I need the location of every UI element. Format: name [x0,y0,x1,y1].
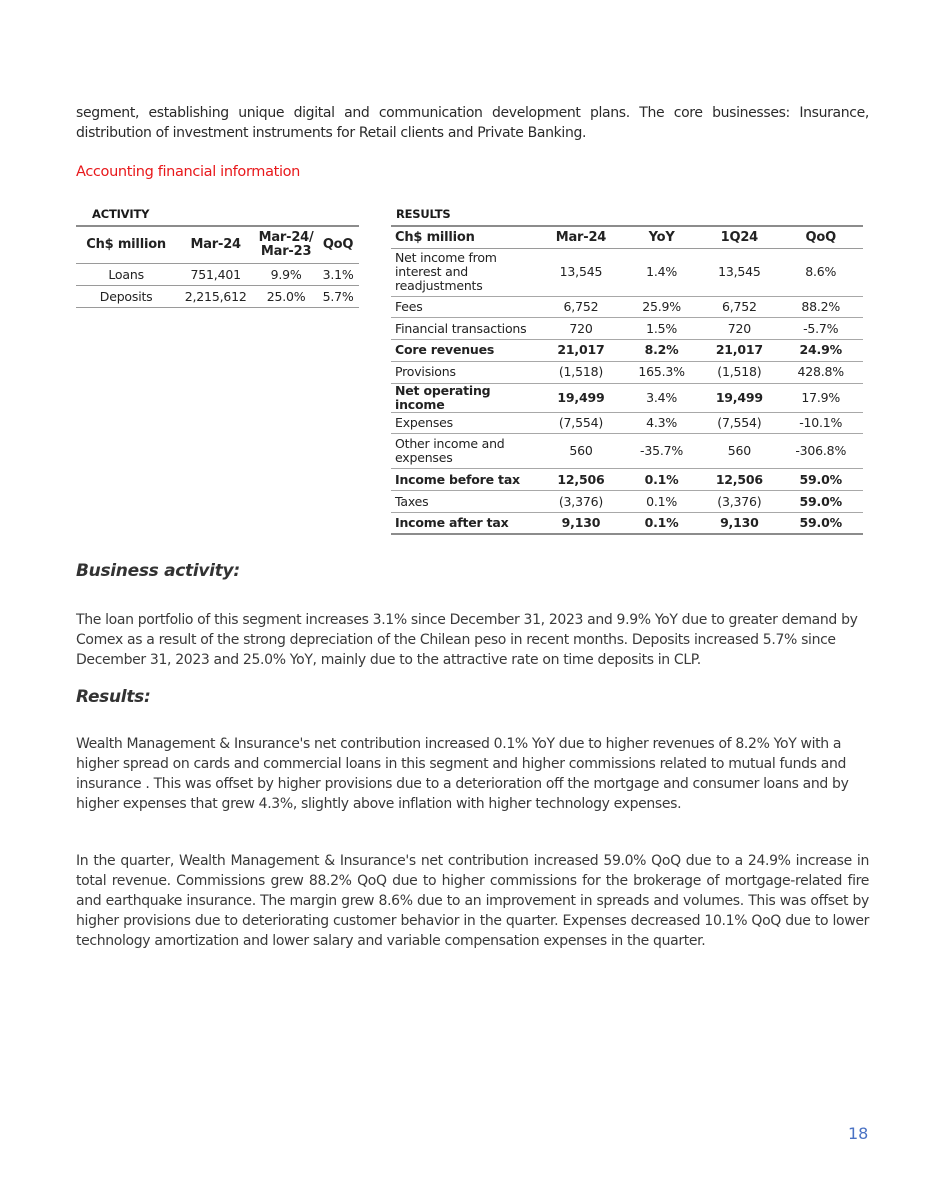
row-label: Income before tax [391,469,539,491]
table-cell: (7,554) [700,412,778,434]
table-row [76,285,359,307]
table-cell: 59.0% [778,469,863,491]
table-cell: -10.1% [778,412,863,434]
table-cell: 165.3% [623,361,700,383]
table-cell: 12,506 [539,469,623,491]
column-header: YoY [623,226,700,248]
table-row [76,263,359,285]
row-label: Core revenues [391,340,539,362]
table-cell: (3,376) [700,491,778,513]
column-header: Ch$ million [76,226,176,263]
table-cell: 9,130 [539,513,623,535]
table-cell: 8.6% [778,248,863,296]
table-cell: 720 [539,318,623,340]
column-header: Mar-24/ Mar-23 [255,226,317,263]
table-cell: 9,130 [700,513,778,535]
table-cell: 13,545 [700,248,778,296]
table-cell: 25.0% [255,285,317,307]
table-row-total [391,513,863,535]
table-cell: 9.9% [255,263,317,285]
row-label: Provisions [391,361,539,383]
table-cell: 560 [539,434,623,469]
table-cell: 59.0% [778,513,863,535]
business-activity-heading: Business activity: [76,561,240,581]
row-label: Taxes [391,491,539,513]
table-row [391,248,863,296]
table-cell: 19,499 [700,383,778,412]
row-label: Loans [76,263,176,285]
section-title: Accounting financial information [76,164,300,180]
table-row [391,296,863,318]
table-cell: 25.9% [623,296,700,318]
table-cell: -5.7% [778,318,863,340]
table-cell: 3.4% [623,383,700,412]
table-cell: 5.7% [317,285,359,307]
table-cell: (1,518) [539,361,623,383]
column-header: Mar-24 [539,226,623,248]
table-cell: 0.1% [623,469,700,491]
row-label: Net income from interest and readjustments [391,248,539,296]
table-header-row [391,226,863,248]
table-cell: 6,752 [539,296,623,318]
table-row [391,491,863,513]
table-cell: 428.8% [778,361,863,383]
results-heading: Results: [76,687,151,707]
results-paragraph: Wealth Management & Insurance's net contribution increased 0.1% YoY due to higher revenues of 8.2% YoY with a higher spread on cards and commercial loans in this segment and higher commissions related to mutual funds and insurance . This was offset by higher provisions due to a deterioration off the mortgage and consumer loans and by higher expenses that grew 4.3%, slightly above inflation with higher technology expenses. [76,736,849,812]
row-label: Fees [391,296,539,318]
row-label: Expenses [391,412,539,434]
row-label: Financial transactions [391,318,539,340]
table-cell: -35.7% [623,434,700,469]
row-label: Other income and expenses [391,434,539,469]
table-row [391,318,863,340]
table-cell: (1,518) [700,361,778,383]
intro-paragraph: segment, establishing unique digital and communication development plans. The core businesses: Insurance, distribution of investment instruments for Retail clients and Private Banking. [76,105,869,141]
table-cell: 13,545 [539,248,623,296]
column-header: 1Q24 [700,226,778,248]
table-cell: 560 [700,434,778,469]
row-label: Deposits [76,285,176,307]
table-cell: 12,506 [700,469,778,491]
column-header: Ch$ million [391,226,539,248]
business-activity-paragraph: The loan portfolio of this segment increases 3.1% since December 31, 2023 and 9.9% YoY due to greater demand by Comex as a result of the strong depreciation of the Chilean peso in recent months. Deposits increased 5.7% since December 31, 2023 and 25.0% YoY, mainly due to the attractive rate on time deposits in CLP. [76,612,858,668]
table-row-subtotal [391,383,863,412]
row-label: Income after tax [391,513,539,535]
table-cell: (3,376) [539,491,623,513]
row-label: Net operating income [391,383,539,412]
table-cell: 21,017 [700,340,778,362]
table-cell: 720 [700,318,778,340]
table-cell: 0.1% [623,513,700,535]
table-row-subtotal [391,340,863,362]
table-cell: 6,752 [700,296,778,318]
table-cell: 8.2% [623,340,700,362]
table-cell: 1.5% [623,318,700,340]
table-cell: 2,215,612 [176,285,255,307]
table-row [391,434,863,469]
results-caption: RESULTS [396,207,451,221]
table-header-row [76,226,359,263]
table-cell: -306.8% [778,434,863,469]
table-cell: (7,554) [539,412,623,434]
quarter-paragraph: In the quarter, Wealth Management & Insurance's net contribution increased 59.0% QoQ due to a 24.9% increase in total revenue. Commissions grew 88.2% QoQ due to higher commissions for the brokerage of mortgage-related fire and earthquake insurance. The margin grew 8.6% due to an improvement in spreads and volumes. This was offset by higher provisions due to deteriorating customer behavior in the quarter. Expenses decreased 10.1% QoQ due to lower technology amortization and lower salary and variable compensation expenses in the quarter. [76,853,869,949]
results-table [391,225,863,535]
table-cell: 751,401 [176,263,255,285]
table-cell: 21,017 [539,340,623,362]
table-cell: 3.1% [317,263,359,285]
activity-table [76,225,359,308]
column-header: Mar-24 [176,226,255,263]
table-cell: 0.1% [623,491,700,513]
table-cell: 88.2% [778,296,863,318]
table-cell: 59.0% [778,491,863,513]
page-number: 18 [848,1124,869,1143]
table-row [391,412,863,434]
table-row-subtotal [391,469,863,491]
table-cell: 19,499 [539,383,623,412]
table-cell: 17.9% [778,383,863,412]
column-header: QoQ [778,226,863,248]
activity-caption: ACTIVITY [92,207,150,221]
table-row [391,361,863,383]
table-cell: 24.9% [778,340,863,362]
table-cell: 1.4% [623,248,700,296]
table-cell: 4.3% [623,412,700,434]
column-header: QoQ [317,226,359,263]
